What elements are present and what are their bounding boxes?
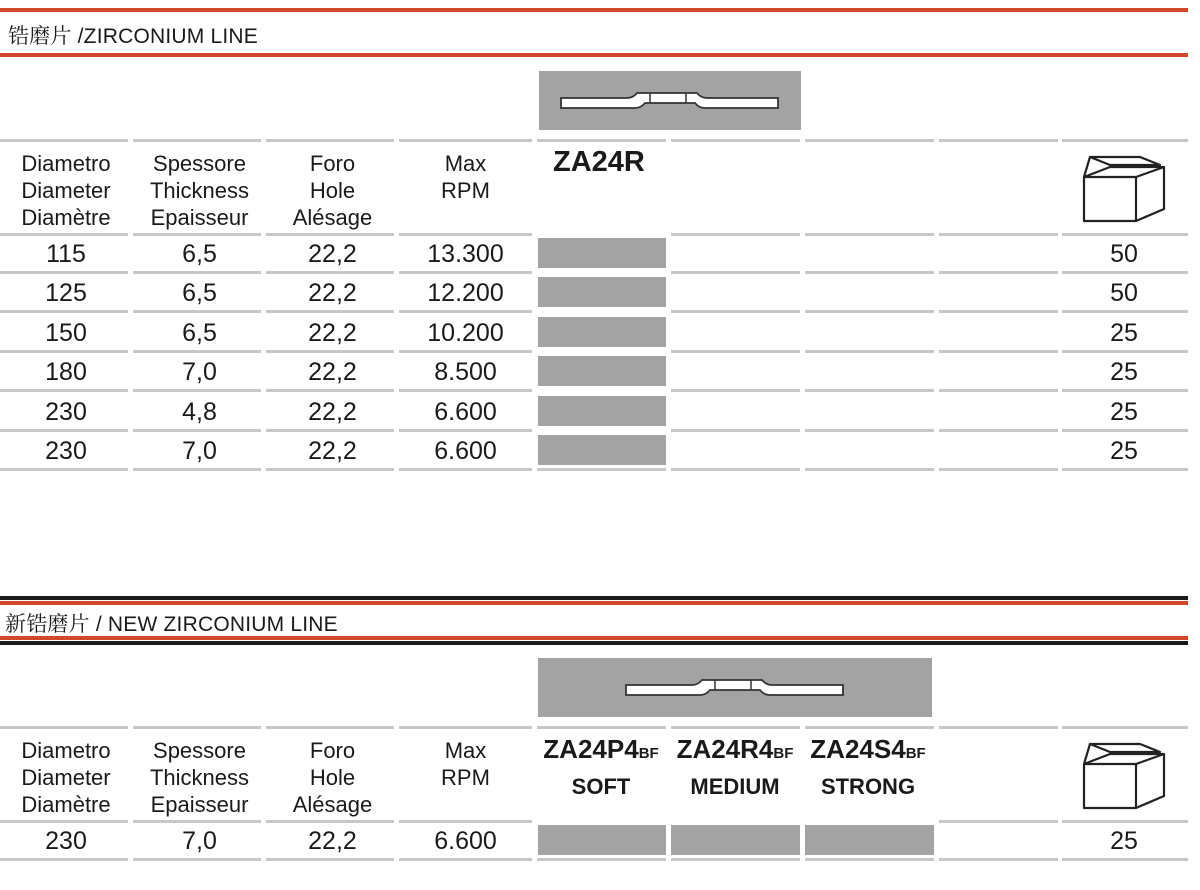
grid-line — [939, 429, 1058, 432]
cell-qty: 25 — [1110, 827, 1138, 855]
grid-line — [939, 350, 1058, 353]
grid-line — [1062, 350, 1188, 353]
grid-line — [939, 389, 1058, 392]
grid-line — [0, 233, 128, 236]
grid-line — [0, 820, 128, 823]
grid-line — [266, 726, 394, 729]
cell-thickness: 7,0 — [182, 827, 217, 855]
grid-line — [671, 858, 800, 861]
grid-line — [133, 389, 261, 392]
grid-line — [805, 310, 934, 313]
grid-line — [805, 139, 934, 142]
header-diameter: Diametro Diameter Diamètre — [21, 151, 111, 230]
cell-thickness: 4,8 — [182, 398, 217, 426]
grid-line — [805, 858, 934, 861]
grid-line — [805, 389, 934, 392]
grade-soft: SOFT — [571, 774, 631, 799]
availability-cell — [538, 356, 666, 386]
availability-cell — [671, 825, 800, 855]
availability-cell — [805, 825, 934, 855]
grid-line — [1062, 139, 1188, 142]
cell-qty: 25 — [1110, 358, 1138, 386]
header-hole: Foro Hole Alésage — [292, 151, 373, 230]
cell-qty: 25 — [1110, 398, 1138, 426]
grid-line — [939, 858, 1058, 861]
product-code-za24r: ZA24R — [553, 146, 645, 178]
cell-diameter: 150 — [45, 319, 87, 347]
section1-disc-profile-panel — [539, 71, 801, 130]
cell-qty: 50 — [1110, 279, 1138, 307]
grid-line — [1062, 233, 1188, 236]
grid-line — [133, 139, 261, 142]
grid-line — [266, 139, 394, 142]
grid-line — [399, 139, 532, 142]
grid-line — [939, 139, 1058, 142]
cell-diameter: 230 — [45, 827, 87, 855]
section1-top-rule — [0, 8, 1188, 12]
grid-line — [939, 726, 1058, 729]
grid-line — [399, 389, 532, 392]
cell-thickness: 7,0 — [182, 358, 217, 386]
grid-line — [0, 310, 128, 313]
grid-line — [671, 271, 800, 274]
cell-rpm: 6.600 — [434, 827, 497, 855]
availability-cell — [538, 435, 666, 465]
grid-line — [1062, 429, 1188, 432]
grid-line — [0, 726, 128, 729]
section1-bottom-rule — [0, 53, 1188, 57]
grid-line — [805, 350, 934, 353]
disc-profile-icon — [538, 658, 932, 717]
grid-line — [805, 271, 934, 274]
box-icon — [1080, 742, 1170, 812]
cell-hole: 22,2 — [308, 319, 357, 347]
cell-thickness: 6,5 — [182, 319, 217, 347]
grid-line — [1062, 271, 1188, 274]
grid-line — [939, 820, 1058, 823]
section2-top-rule — [0, 601, 1188, 605]
grid-line — [399, 350, 532, 353]
grid-line — [133, 233, 261, 236]
grid-line — [0, 139, 128, 142]
grid-line — [0, 389, 128, 392]
availability-cell — [538, 825, 666, 855]
grade-strong: STRONG — [820, 774, 916, 799]
cell-rpm: 13.300 — [427, 240, 504, 268]
grid-line — [1062, 820, 1188, 823]
cell-hole: 22,2 — [308, 437, 357, 465]
grid-line — [133, 820, 261, 823]
cell-rpm: 10.200 — [427, 319, 504, 347]
cell-rpm: 12.200 — [427, 279, 504, 307]
grid-line — [133, 858, 261, 861]
grid-line — [0, 429, 128, 432]
grid-line — [805, 726, 934, 729]
grid-line — [266, 350, 394, 353]
cell-thickness: 7,0 — [182, 437, 217, 465]
grid-line — [0, 350, 128, 353]
grid-line — [671, 310, 800, 313]
cell-hole: 22,2 — [308, 240, 357, 268]
header-thickness: Spessore Thickness Epaisseur — [149, 151, 250, 230]
availability-cell — [538, 396, 666, 426]
grid-line — [266, 310, 394, 313]
grid-line — [671, 139, 800, 142]
grid-line — [399, 271, 532, 274]
grid-line — [266, 429, 394, 432]
header-rpm: Max RPM — [441, 151, 490, 203]
header-hole: Foro Hole Alésage — [292, 738, 373, 817]
grid-line — [671, 233, 800, 236]
grid-line — [133, 350, 261, 353]
grid-line — [805, 468, 934, 471]
cell-diameter: 230 — [45, 437, 87, 465]
section2-disc-profile-panel — [538, 658, 932, 717]
cell-qty: 25 — [1110, 319, 1138, 347]
grid-line — [805, 429, 934, 432]
grid-line — [671, 389, 800, 392]
grid-line — [671, 350, 800, 353]
availability-cell — [538, 317, 666, 347]
cell-hole: 22,2 — [308, 827, 357, 855]
grid-line — [133, 429, 261, 432]
grid-line — [939, 233, 1058, 236]
cell-thickness: 6,5 — [182, 279, 217, 307]
grid-line — [1062, 310, 1188, 313]
product-code-za24s4bf: ZA24S4BF — [810, 734, 926, 764]
disc-profile-icon — [539, 71, 801, 130]
grid-line — [133, 271, 261, 274]
grid-line — [266, 820, 394, 823]
header-rpm: Max RPM — [441, 738, 490, 790]
cell-diameter: 125 — [45, 279, 87, 307]
product-code-za24r4bf: ZA24R4BF — [676, 734, 794, 764]
grid-line — [805, 233, 934, 236]
grid-line — [399, 820, 532, 823]
grid-line — [266, 271, 394, 274]
section2-bottom-rule — [0, 636, 1188, 640]
cell-hole: 22,2 — [308, 398, 357, 426]
cell-thickness: 6,5 — [182, 240, 217, 268]
grid-line — [266, 468, 394, 471]
grid-line — [399, 233, 532, 236]
grid-line — [1062, 468, 1188, 471]
grid-line — [133, 726, 261, 729]
section1-title: 锆磨片 /ZIRCONIUM LINE — [8, 25, 258, 48]
grid-line — [671, 726, 800, 729]
availability-cell — [538, 238, 666, 268]
grid-line — [133, 468, 261, 471]
cell-hole: 22,2 — [308, 358, 357, 386]
grid-line — [1062, 389, 1188, 392]
grid-line — [133, 310, 261, 313]
availability-cell — [538, 277, 666, 307]
grid-line — [939, 310, 1058, 313]
cell-hole: 22,2 — [308, 279, 357, 307]
cell-diameter: 115 — [46, 240, 86, 268]
grid-line — [266, 233, 394, 236]
product-code-za24p4bf: ZA24P4BF — [543, 734, 659, 764]
cell-rpm: 8.500 — [434, 358, 497, 386]
grid-line — [0, 271, 128, 274]
grid-line — [0, 468, 128, 471]
grid-line — [399, 310, 532, 313]
grid-line — [537, 726, 666, 729]
header-thickness: Spessore Thickness Epaisseur — [149, 738, 250, 817]
grid-line — [1062, 726, 1188, 729]
cell-rpm: 6.600 — [434, 437, 497, 465]
grid-line — [399, 858, 532, 861]
cell-qty: 50 — [1110, 240, 1138, 268]
cell-diameter: 180 — [45, 358, 87, 386]
grid-line — [939, 271, 1058, 274]
section2-top-rule-dark — [0, 596, 1188, 600]
box-icon — [1080, 155, 1170, 225]
grid-line — [0, 858, 128, 861]
section2-bottom-rule-dark — [0, 641, 1188, 645]
grid-line — [671, 468, 800, 471]
grid-line — [399, 429, 532, 432]
cell-qty: 25 — [1110, 437, 1138, 465]
header-diameter: Diametro Diameter Diamètre — [21, 738, 111, 817]
section2-title: 新锆磨片 / NEW ZIRCONIUM LINE — [5, 613, 338, 636]
grid-line — [537, 468, 666, 471]
grid-line — [399, 468, 532, 471]
grid-line — [266, 389, 394, 392]
grid-line — [1062, 858, 1188, 861]
grid-line — [939, 468, 1058, 471]
grid-line — [671, 429, 800, 432]
grade-medium: MEDIUM — [690, 774, 780, 799]
grid-line — [399, 726, 532, 729]
grid-line — [537, 139, 666, 142]
grid-line — [537, 858, 666, 861]
grid-line — [266, 858, 394, 861]
cell-diameter: 230 — [45, 398, 87, 426]
cell-rpm: 6.600 — [434, 398, 497, 426]
